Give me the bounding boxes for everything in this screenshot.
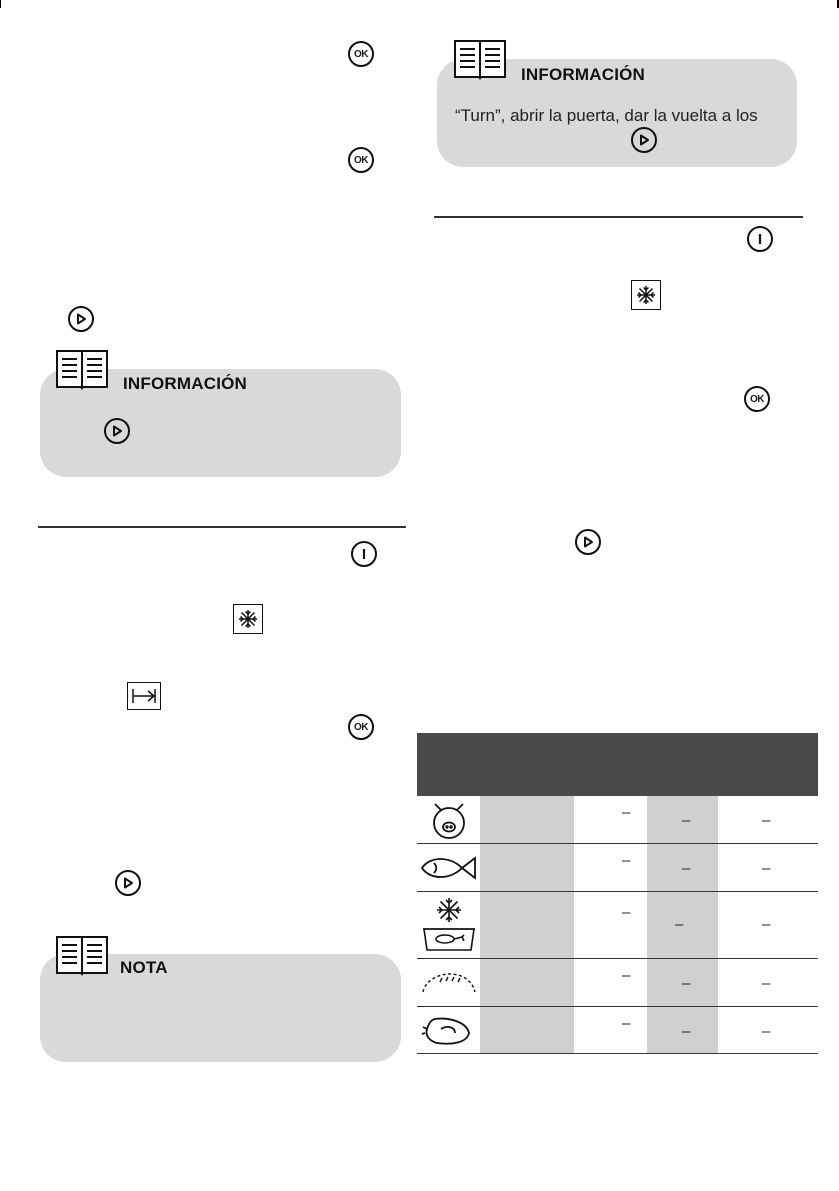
- fish-icon: [420, 854, 478, 882]
- table-cell: –: [675, 916, 684, 933]
- ok-button-icon: OK: [744, 386, 770, 412]
- crop-mark: [0, 0, 839, 8]
- table-cell: –: [682, 1023, 691, 1040]
- info-box-title: INFORMACIÓN: [521, 65, 646, 84]
- start-play-icon: [104, 418, 130, 444]
- section-divider: [434, 216, 803, 218]
- power-icon: [747, 226, 773, 252]
- table-cell: –: [622, 904, 631, 921]
- table-row: [417, 844, 818, 892]
- table-cell: –: [622, 852, 631, 869]
- power-icon: [351, 541, 377, 567]
- defrost-snowflake-icon: [233, 604, 263, 634]
- chicken-icon: [421, 1015, 477, 1047]
- table-cell: –: [682, 812, 691, 829]
- defrost-snowflake-icon: [631, 280, 661, 310]
- book-icon: [56, 936, 108, 976]
- start-play-icon: [68, 306, 94, 332]
- table-cell: –: [762, 975, 771, 992]
- ok-button-icon: OK: [348, 41, 374, 67]
- table-cell: –: [762, 860, 771, 877]
- table-cell: –: [622, 967, 631, 984]
- bread-icon: [420, 971, 478, 995]
- defrost-table: [417, 796, 818, 1054]
- duration-icon: [127, 682, 161, 710]
- table-cell: –: [762, 812, 771, 829]
- start-play-icon: [631, 127, 657, 153]
- table-cell: –: [762, 1023, 771, 1040]
- start-play-icon: [115, 870, 141, 896]
- book-icon: [56, 350, 108, 390]
- book-icon: [454, 40, 506, 80]
- note-box-title: NOTA: [120, 958, 168, 977]
- info-box-text: “Turn”, abrir la puerta, dar la vuelta a los: [455, 106, 758, 125]
- pig-icon: [427, 800, 471, 840]
- start-play-icon: [575, 529, 601, 555]
- info-box-title: INFORMACIÓN: [123, 374, 248, 393]
- ok-button-icon: OK: [348, 147, 374, 173]
- table-header: [417, 733, 818, 796]
- table-cell: –: [622, 804, 631, 821]
- frozen-dish-icon: [421, 896, 477, 954]
- table-row: [417, 892, 818, 959]
- table-cell: –: [682, 860, 691, 877]
- table-row: [417, 1007, 818, 1054]
- ok-button-icon: OK: [348, 714, 374, 740]
- table-cell: –: [682, 975, 691, 992]
- table-row: [417, 796, 818, 844]
- table-cell: –: [762, 916, 771, 933]
- section-divider: [38, 526, 406, 528]
- table-cell: –: [622, 1015, 631, 1032]
- table-row: [417, 959, 818, 1007]
